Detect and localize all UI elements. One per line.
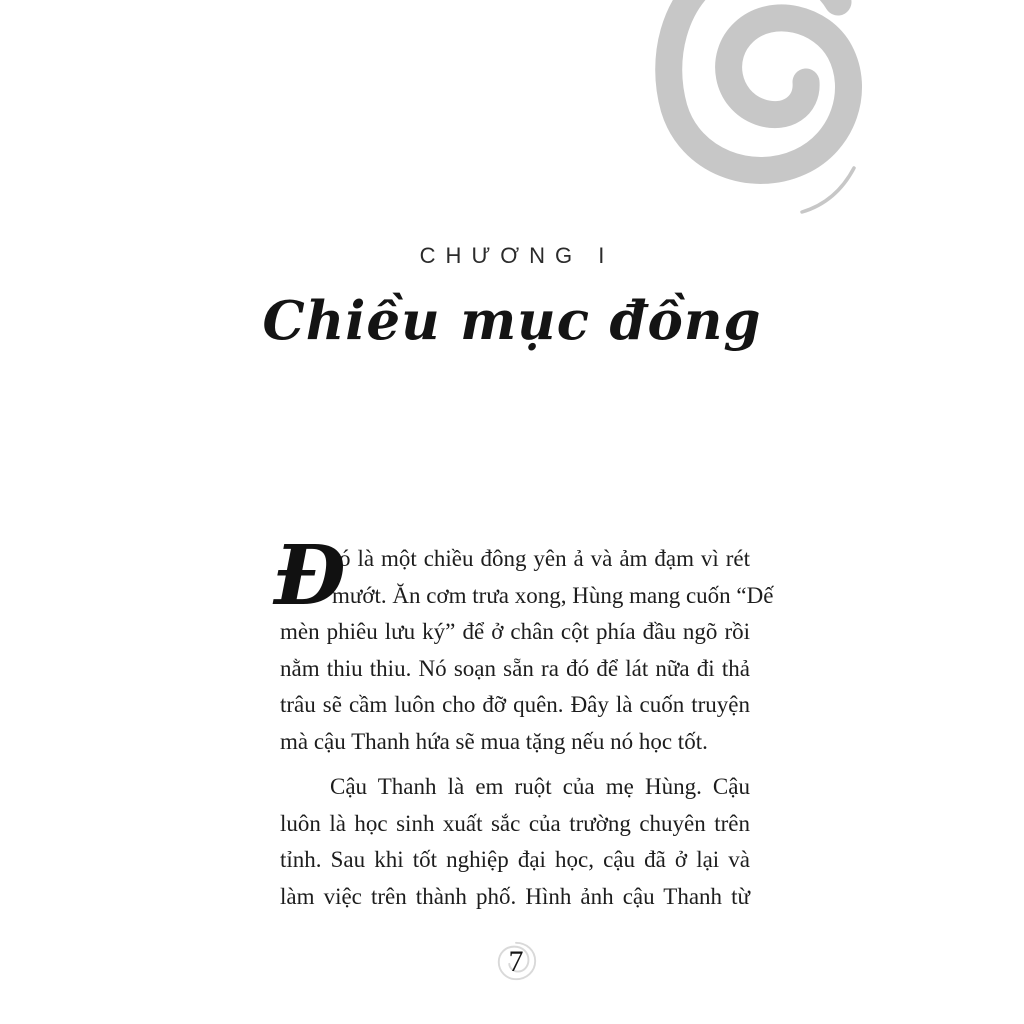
paragraph-1 [274, 528, 774, 760]
swirl-tail [802, 168, 854, 212]
text-line: làm việc trên thành phố. Hình ảnh cậu Thanh từ [280, 883, 750, 909]
swirl-band [669, 0, 849, 170]
paragraph-1-lines [280, 541, 774, 760]
swirl-logo-icon [652, 0, 864, 232]
text-line: luôn là học sinh xuất sắc của trường chuyên trên [280, 810, 750, 836]
text-line: mèn phiêu lưu ký” để ở chân cột phía đầu ngõ rồi [280, 619, 750, 644]
paragraph-2 [280, 769, 750, 915]
text-line: tỉnh. Sau khi tốt nghiệp đại học, cậu đã ở lại và [280, 847, 750, 872]
chapter-title: Chiều mục đồng [262, 290, 762, 352]
chapter-label: CHƯƠNG I [419, 243, 615, 268]
text-line: Cậu Thanh là em ruột của mẹ Hùng. Cậu [330, 774, 750, 799]
text-line: nằm thiu thiu. Nó soạn sẵn ra đó để lát nữa đi thả [280, 655, 750, 681]
text-line: ó là một chiều đông yên ả và ảm đạm vì rét [339, 546, 750, 571]
body-text [274, 528, 774, 915]
page-number: 7 [508, 945, 524, 978]
drop-cap: Đ [274, 528, 346, 624]
paragraph-2-lines [280, 769, 750, 915]
text-line: trâu sẽ cầm luôn cho đỡ quên. Đây là cuốn truyện [280, 692, 750, 717]
text-line: mướt. Ăn cơm trưa xong, Hùng mang cuốn “Dế [332, 582, 774, 608]
text-line: mà cậu Thanh hứa sẽ mua tặng nếu nó học tốt. [280, 728, 708, 754]
